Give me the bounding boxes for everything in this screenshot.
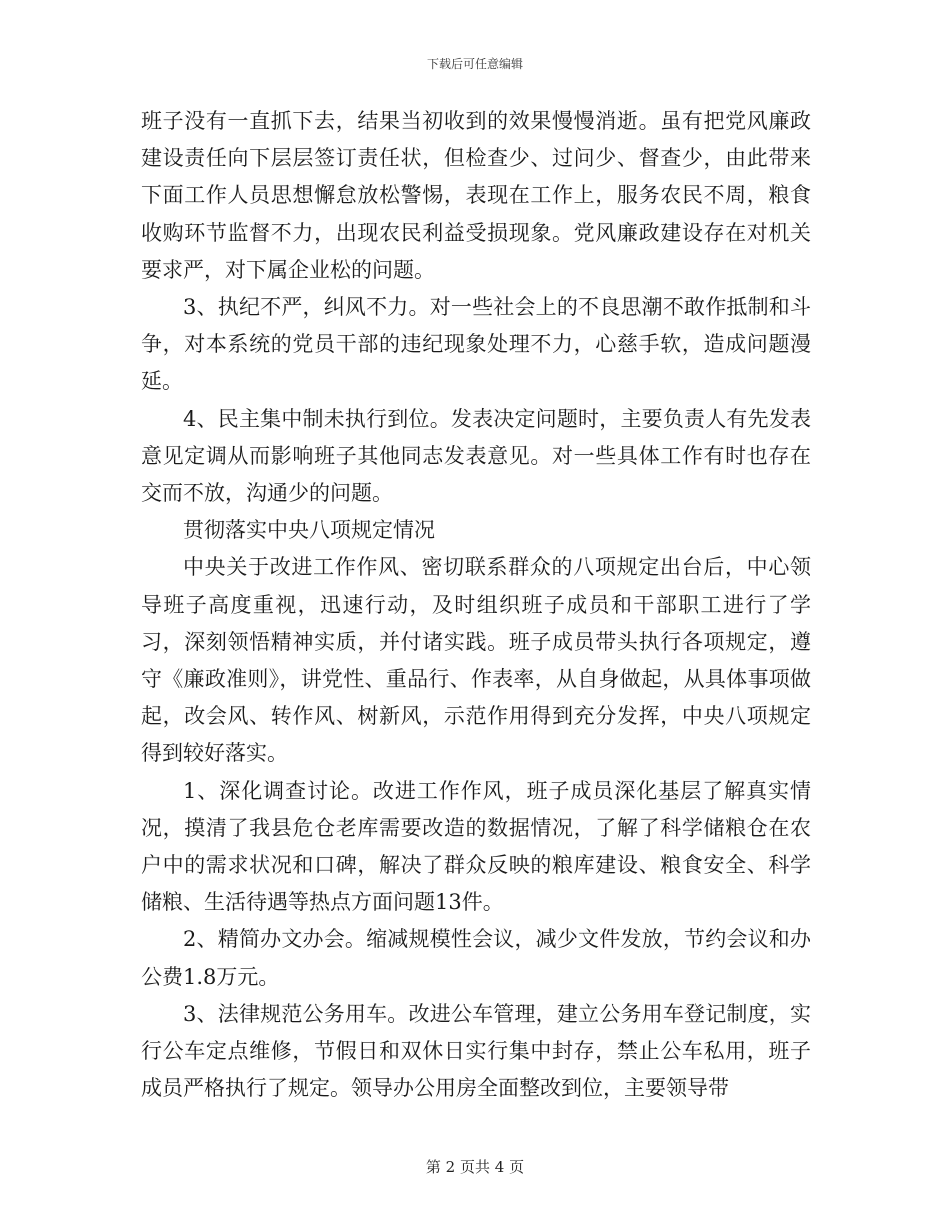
document-body <box>141 103 811 1107</box>
paragraph: 3、执纪不严，纠风不力。对一些社会上的不良思潮不敢作抵制和斗争，对本系统的党员干部的违纪现象处理不力，心慈手软，造成问题漫延。 <box>141 295 811 394</box>
section-heading: 贯彻落实中央八项规定情况 <box>183 518 435 543</box>
paragraph: 2、精简办文办会。缩减规模性会议，减少文件发放，节约会议和办公费1.8万元。 <box>141 927 811 989</box>
paragraph: 1、深化调查讨论。改进工作作风，班子成员深化基层了解真实情况，摸清了我县危仓老库需要改造的数据情况，了解了科学储粮仓在农户中的需求状况和口碑，解决了群众反映的粮库建设、粮食安全、科学储粮、生活待遇等热点方面问题13件。 <box>141 778 811 915</box>
paragraph: 4、民主集中制未执行到位。发表决定问题时，主要负责人有先发表意见定调从而影响班子其他同志发表意见。对一些具体工作有时也存在交而不放，沟通少的问题。 <box>141 406 811 506</box>
paragraph: 3、法律规范公务用车。改进公车管理，建立公务用车登记制度，实行公车定点维修，节假日和双休日实行集中封存，禁止公车私用，班子成员严格执行了规定。领导办公用房全面整改到位，主要领导带 <box>141 1001 811 1101</box>
page-header: 下载后可任意编辑 <box>426 57 523 71</box>
page-number-footer: 第 2 页共 4 页 <box>425 1158 525 1176</box>
paragraph: 班子没有一直抓下去，结果当初收到的效果慢慢消逝。虽有把党风廉政建设责任向下层层签订责任状，但检查少、过问少、督查少，由此带来下面工作人员思想懈怠放松警惕，表现在工作上，服务农民不周，粮食收购环节监督不力，出现农民利益受损现象。党风廉政建设存在对机关要求严，对下属企业松的问题。 <box>141 109 811 282</box>
paragraph: 中央关于改进工作作风、密切联系群众的八项规定出台后，中心领导班子高度重视，迅速行动，及时组织班子成员和干部职工进行了学习，深刻领悟精神实质，并付诸实践。班子成员带头执行各项规定，遵守《廉政准则》，讲党性、重品行、作表率，从自身做起，从具体事项做起，改会风、转作风、树新风，示范作用得到充分发挥，中央八项规定得到较好落实。 <box>141 555 811 766</box>
